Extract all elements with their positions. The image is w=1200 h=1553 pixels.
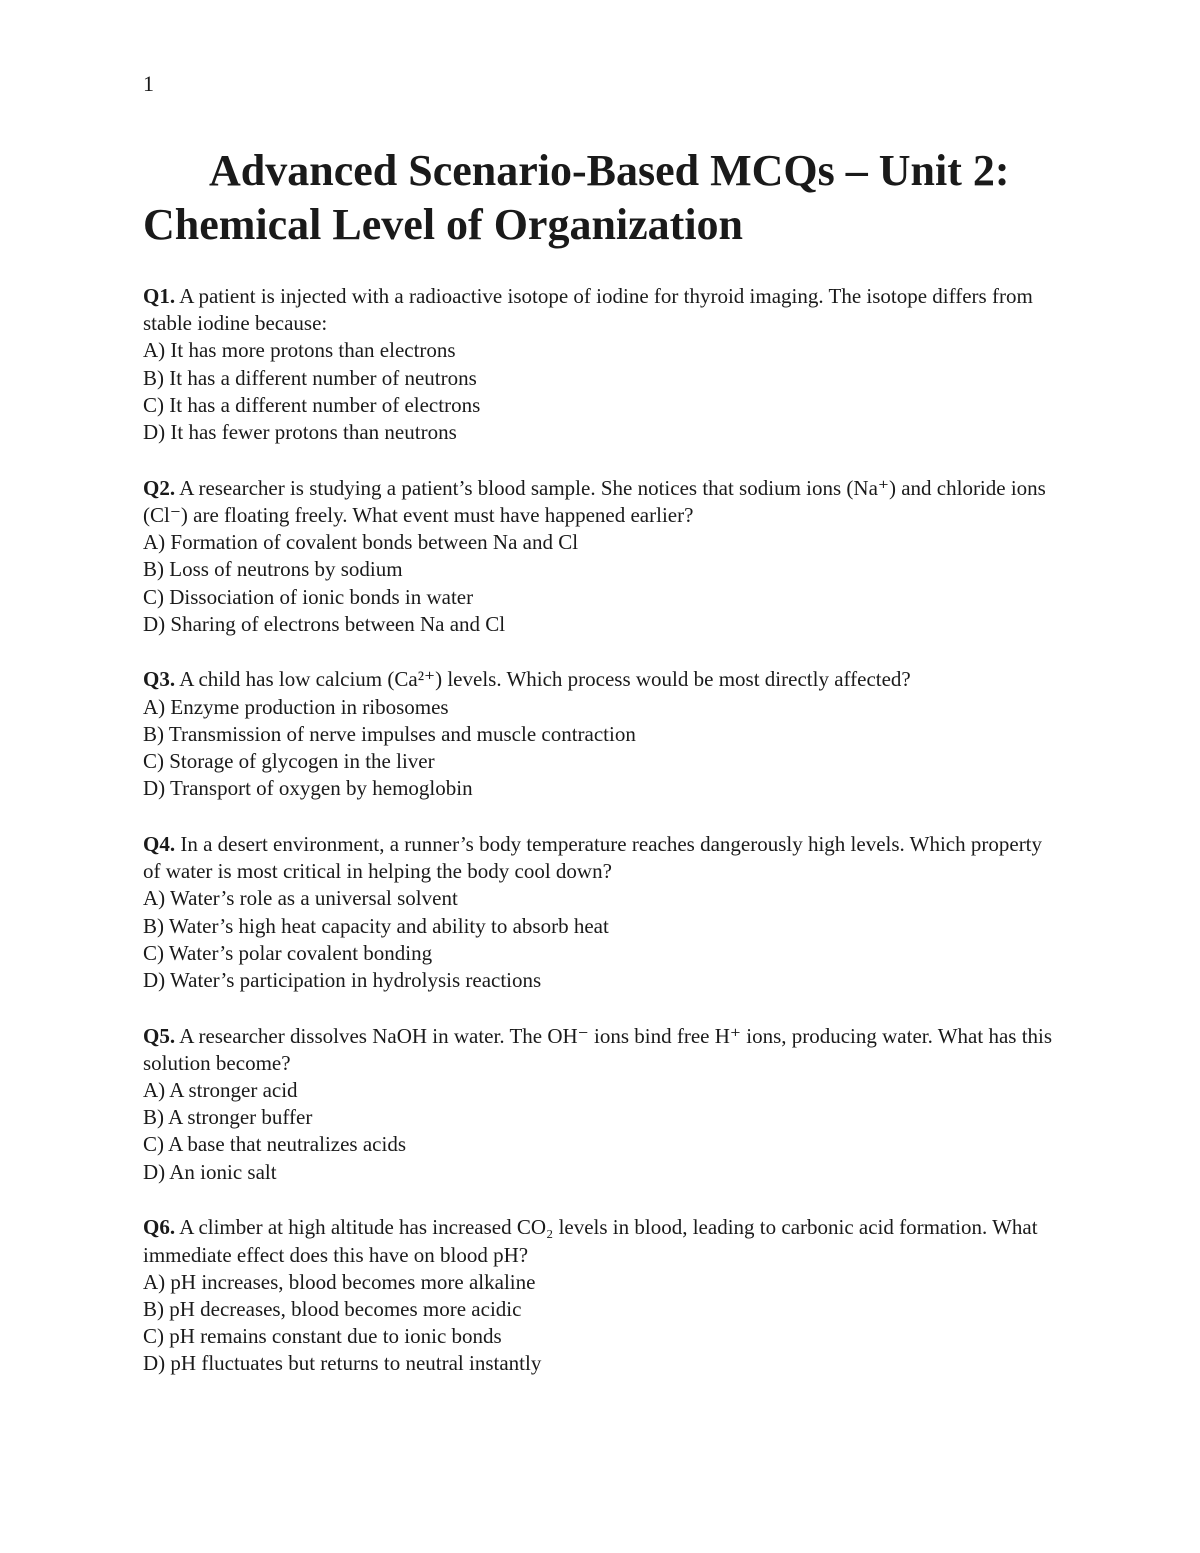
answer-option-c: C) It has a different number of electrons — [143, 392, 481, 417]
document-title: Advanced Scenario-Based MCQs – Unit 2: Chemical Level of Organization — [143, 146, 1010, 249]
question-list — [143, 283, 1053, 1406]
question-text: A child has low calcium (Ca²⁺) levels. Which process would be most directly affected? — [179, 667, 911, 692]
answer-option-d: D) Water’s participation in hydrolysis reactions — [143, 967, 542, 992]
question-number: Q4. — [143, 831, 176, 856]
answer-option-a: A) pH increases, blood becomes more alkaline — [143, 1269, 536, 1294]
question-2 — [143, 475, 1053, 638]
question-1 — [143, 283, 1053, 446]
question-stem — [143, 1023, 1053, 1077]
question-stem — [143, 666, 1053, 693]
answer-option-d: D) Transport of oxygen by hemoglobin — [143, 776, 473, 801]
answer-options — [143, 337, 1053, 446]
answer-option-a: A) Water’s role as a universal solvent — [143, 886, 458, 911]
answer-option-b: B) Transmission of nerve impulses and muscle contraction — [143, 721, 636, 746]
answer-option-b: B) A stronger buffer — [143, 1105, 313, 1130]
answer-option-b: B) Loss of neutrons by sodium — [143, 557, 403, 582]
question-4 — [143, 831, 1053, 994]
question-text: A researcher dissolves NaOH in water. The OH⁻ ions bind free H⁺ ions, producing water. What has this solution become? — [143, 1023, 1053, 1075]
answer-option-a: A) Formation of covalent bonds between Na and Cl — [143, 530, 579, 555]
question-text: In a desert environment, a runner’s body temperature reaches dangerously high levels. Which property of water is most critical in helping the body cool down? — [143, 831, 1043, 884]
answer-option-c: C) A base that neutralizes acids — [143, 1132, 407, 1157]
question-stem — [143, 831, 1053, 885]
answer-option-a: A) Enzyme production in ribosomes — [143, 694, 449, 719]
question-stem — [143, 283, 1053, 337]
answer-option-c: C) pH remains constant due to ionic bonds — [143, 1324, 502, 1349]
page-number: 1 — [143, 71, 154, 96]
answer-options — [143, 529, 1053, 638]
answer-option-c: C) Storage of glycogen in the liver — [143, 749, 435, 774]
question-text: A researcher is studying a patient’s blood sample. She notices that sodium ions (Na⁺) and chloride ions (Cl⁻) are floating freely. What event must have happened earlier? — [143, 475, 1046, 527]
question-5 — [143, 1023, 1053, 1186]
answer-option-b: B) pH decreases, blood becomes more acidic — [143, 1297, 522, 1321]
answer-option-a: A) It has more protons than electrons — [143, 338, 456, 363]
question-text: A climber at high altitude has increased CO₂ levels in blood, leading to carbonic acid formation. What immediate effect does this have on blood pH? — [143, 1215, 1038, 1267]
question-text: A patient is injected with a radioactive isotope of iodine for thyroid imaging. The isotope differs from stable iodine because: — [143, 284, 1033, 336]
answer-options — [143, 1269, 1053, 1378]
answer-option-b: B) Water’s high heat capacity and ability to absorb heat — [143, 913, 609, 938]
answer-option-c: C) Dissociation of ionic bonds in water — [143, 584, 474, 609]
question-6 — [143, 1214, 1053, 1377]
answer-option-b: B) It has a different number of neutrons — [143, 365, 477, 390]
answer-option-d: D) pH fluctuates but returns to neutral instantly — [143, 1351, 542, 1376]
answer-option-d: D) An ionic salt — [143, 1159, 277, 1184]
answer-options — [143, 1077, 1053, 1186]
answer-option-c: C) Water’s polar covalent bonding — [143, 940, 433, 965]
question-number: Q2. — [143, 475, 176, 500]
question-number: Q1. — [143, 284, 176, 308]
question-stem — [143, 475, 1053, 529]
answer-options — [143, 694, 1053, 803]
answer-option-d: D) It has fewer protons than neutrons — [143, 420, 457, 445]
question-number: Q6. — [143, 1215, 176, 1240]
question-number: Q5. — [143, 1023, 176, 1048]
question-stem — [143, 1214, 1053, 1268]
question-3 — [143, 666, 1053, 802]
question-number: Q3. — [143, 667, 176, 692]
answer-option-a: A) A stronger acid — [143, 1078, 298, 1103]
answer-options — [143, 885, 1053, 994]
answer-option-d: D) Sharing of electrons between Na and Cl — [143, 611, 506, 636]
